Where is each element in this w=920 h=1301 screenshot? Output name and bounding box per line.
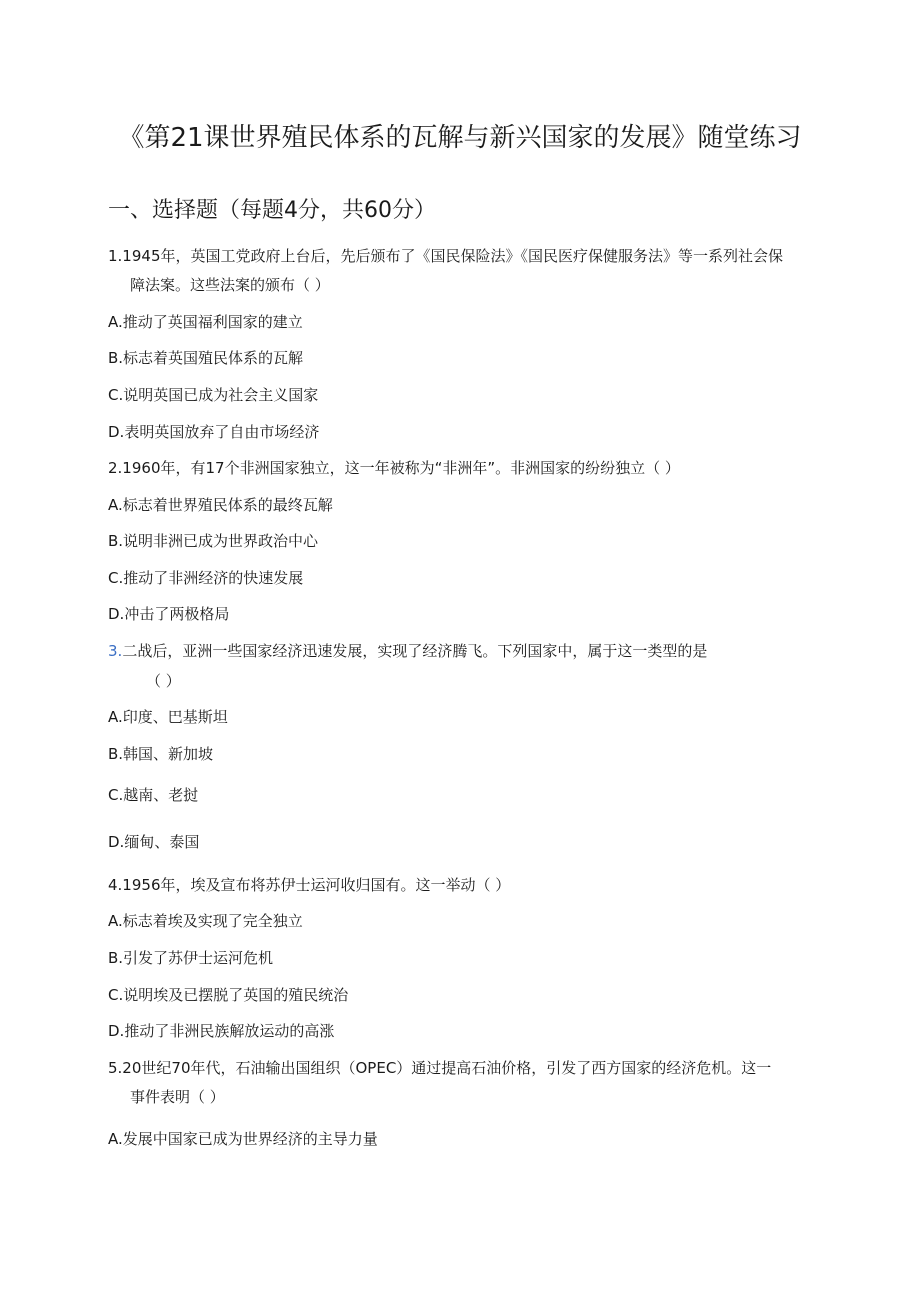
question-4-option-d: D.推动了非洲民族解放运动的高涨 [108,1022,335,1040]
question-3-number: 3. [108,642,123,660]
question-3-option-b: B.韩国、新加坡 [108,745,214,763]
document-title: 《第21课世界殖民体系的瓦解与新兴国家的发展》随堂练习 [118,123,802,153]
question-4-stem: 4.1956年，埃及宣布将苏伊士运河收归国有。这一举动（ ） [108,876,511,894]
question-3-option-a: A.印度、巴基斯坦 [108,708,228,726]
question-4-option-b: B.引发了苏伊士运河危机 [108,949,274,967]
question-2-stem: 2.1960年，有17个非洲国家独立，这一年被称为“非洲年”。非洲国家的纷纷独立（ ） [108,459,680,477]
question-5-stem-line-2: 事件表明（ ） [130,1088,225,1106]
question-1-option-b: B.标志着英国殖民体系的瓦解 [108,349,304,367]
question-1-stem-line-2: 障法案。这些法案的颁布（ ） [130,276,330,294]
question-5-option-a: A.发展中国家已成为世界经济的主导力量 [108,1130,378,1148]
question-2-option-b: B.说明非洲已成为世界政治中心 [108,532,319,550]
question-3-stem-line-1 [108,640,707,662]
question-4-option-c: C.说明埃及已摆脱了英国的殖民统治 [108,986,349,1004]
question-1-option-d: D.表明英国放弃了自由市场经济 [108,423,320,441]
question-1-option-a: A.推动了英国福利国家的建立 [108,313,303,331]
question-1-option-c: C.说明英国已成为社会主义国家 [108,386,319,404]
section-heading: 一、选择题（每题4分，共60分） [108,198,436,223]
question-2-option-d: D.冲击了两极格局 [108,605,230,623]
question-3-option-c: C.越南、老挝 [108,786,199,804]
question-3-stem-line-2: （ ） [146,672,181,690]
question-5-stem-line-1: 5.20世纪70年代，石油输出国组织（OPEC）通过提高石油价格，引发了西方国家的经济危机。这一 [108,1059,772,1077]
question-3-stem-text: 二战后，亚洲一些国家经济迅速发展，实现了经济腾飞。下列国家中，属于这一类型的是 [122,642,708,660]
question-3-option-d: D.缅甸、泰国 [108,833,200,851]
question-1-stem-line-1: 1.1945年，英国工党政府上台后，先后颁布了《国民保险法》《国民医疗保健服务法》等一系列社会保 [108,247,783,265]
question-2-option-a: A.标志着世界殖民体系的最终瓦解 [108,496,333,514]
question-2-option-c: C.推动了非洲经济的快速发展 [108,569,304,587]
question-4-option-a: A.标志着埃及实现了完全独立 [108,912,303,930]
